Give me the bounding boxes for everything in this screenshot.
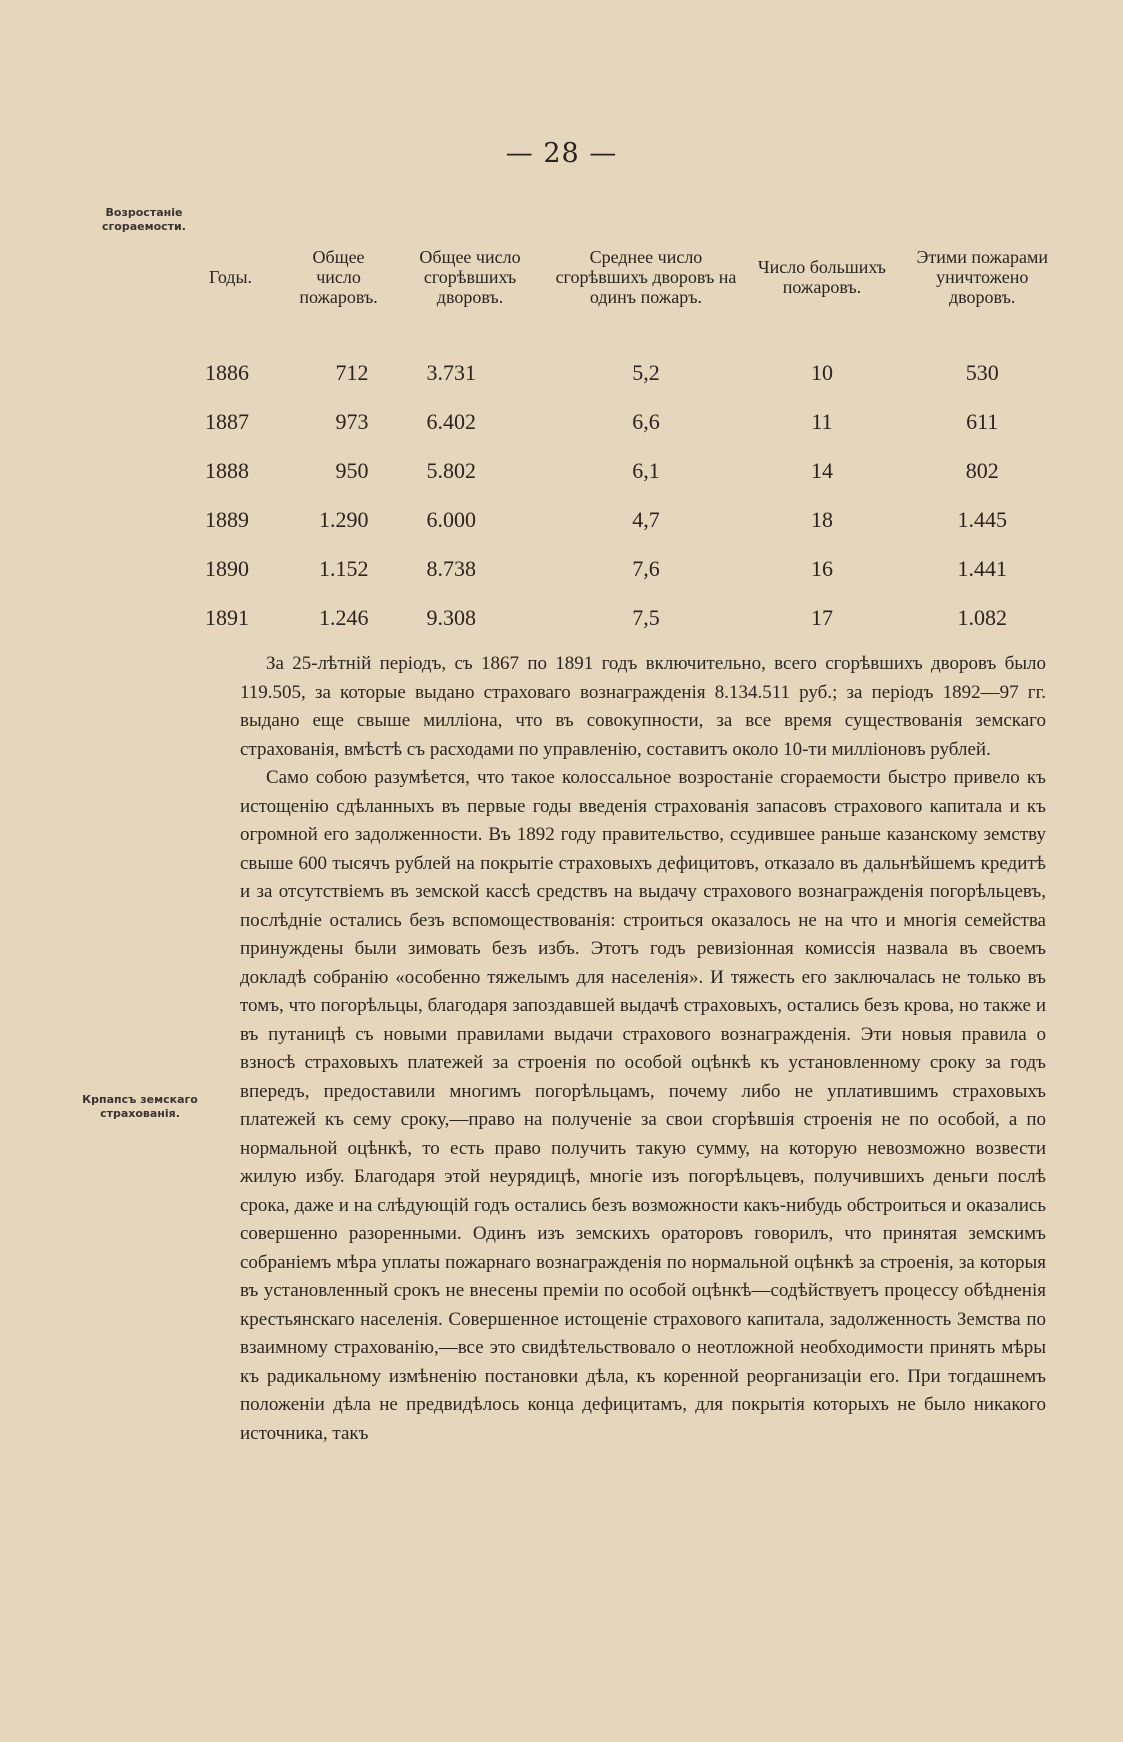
page-number: — 28 — (505, 138, 618, 169)
header-years: Годы. (209, 267, 253, 287)
cell-destroyed: 1.441 (957, 555, 1007, 581)
cell-burned-households: 9.308 (426, 604, 476, 630)
cell-large-fires: 14 (810, 457, 833, 483)
table-row (205, 446, 1065, 495)
table-row (205, 593, 1065, 642)
cell-destroyed: 1.445 (957, 506, 1007, 532)
table-row (205, 348, 1065, 397)
table-header-row (205, 206, 1065, 348)
cell-year: 1889 (205, 506, 249, 532)
cell-large-fires: 17 (810, 604, 833, 630)
cell-year: 1890 (205, 555, 249, 581)
cell-destroyed: 1.082 (957, 604, 1007, 630)
cell-burned-households: 5.802 (426, 457, 476, 483)
cell-year: 1886 (205, 359, 249, 385)
table-row (205, 495, 1065, 544)
cell-burned-households: 6.402 (426, 408, 476, 434)
cell-total-fires: 712 (335, 359, 369, 385)
cell-burned-households: 6.000 (426, 506, 476, 532)
cell-burned-households: 8.738 (426, 555, 476, 581)
cell-destroyed: 611 (966, 408, 999, 434)
cell-average: 6,1 (632, 457, 660, 483)
paragraph-period-summary: За 25-лѣтній періодъ, съ 1867 по 1891 годъ включительно, всего сгорѣвшихъ дворовъ было 119.505, за которые выдано страховаго вознагражденія 8.134.511 руб.; за періодъ 1892—97 гг. выдано еще свыше милліона, что въ совокупности, за все время существованія земскаго страхованія, вмѣстѣ съ расходами по управленію, составитъ около 10-ти милліоновъ рублей. (240, 653, 1046, 760)
cell-total-fires: 1.152 (319, 555, 369, 581)
cell-large-fires: 16 (810, 555, 833, 581)
cell-total-fires: 973 (335, 408, 369, 434)
cell-total-fires: 1.246 (319, 604, 369, 630)
header-average-per-fire: Среднее число сгорѣвшихъ дворовъ на одинъ пожаръ. (555, 247, 737, 307)
cell-year: 1888 (205, 457, 249, 483)
body-text (240, 650, 1046, 1448)
cell-burned-households: 3.731 (426, 359, 476, 385)
cell-average: 5,2 (632, 359, 660, 385)
cell-destroyed: 530 (965, 359, 999, 385)
header-large-fires: Число большихъ пожаровъ. (757, 257, 886, 297)
cell-year: 1891 (205, 604, 249, 630)
cell-large-fires: 18 (810, 506, 833, 532)
margin-note-insurance-crisis: Крпапсъ земскаго страхованія. (82, 1093, 198, 1120)
header-total-burned-households: Общее число сгорѣвшихъ дворовъ. (419, 247, 521, 307)
cell-total-fires: 1.290 (319, 506, 369, 532)
cell-average: 7,5 (632, 604, 660, 630)
header-total-fires: Общее число пожаровъ. (299, 247, 378, 307)
cell-destroyed: 802 (965, 457, 999, 483)
header-destroyed-by-large-fires: Этими пожарами уничтожено дворовъ. (916, 247, 1048, 307)
cell-average: 7,6 (632, 555, 660, 581)
paragraph-capital-exhaustion: Само собою разумѣется, что такое колоссальное возростаніе сгораемости быстро привело къ истощенію сдѣланныхъ въ первые годы введенія страхованія запасовъ страхового капитала и къ огромной его задолженности. Въ 1892 году правительство, ссудившее раньше казанскому земству свыше 600 тысячъ рублей на покрытіе страховыхъ дефицитовъ, отказало въ дальнѣйшемъ кредитѣ и за отсутствіемъ въ земской кассѣ средствъ на выдачу страхового вознагражденія погорѣльцевъ, послѣдніе остались безъ вспомоществованія: строиться оказалось не на что и многія семейства принуждены были зимовать безъ избъ. Этотъ годъ ревизіонная комиссія назвала въ своемъ докладѣ собранію «особенно тяжелымъ для населенія». И тяжесть его заключалась не только въ томъ, что погорѣльцы, благодаря запоздавшей выдачѣ страховыхъ, остались безъ крова, но также и въ путаницѣ съ новыми правилами выдачи страхового вознагражденія. Эти новыя правила о взносѣ страховыхъ платежей за строенія по особой оцѣнкѣ къ установленному сроку за годъ впередъ, предоставили многимъ погорѣльцамъ, почему либо не уплатившимъ страховыхъ платежей къ сему сроку,—право на полученіе за свои сгорѣвшія строенія не по особой, а по нормальной оцѣнкѣ, то есть право получить такую сумму, на которую невозможно возвести жилую избу. Благодаря этой неурядицѣ, многіе изъ погорѣльцевъ, получившихъ деньги послѣ срока, даже и на слѣдующій годъ остались безъ возможности какъ-нибудь обстроиться и оказались совершенно разоренными. Одинъ изъ земскихъ ораторовъ говорилъ, что принятая земскимъ собраніемъ мѣра уплаты пожарнаго вознагражденія по нормальной оцѣнкѣ за строенія, за которыя въ установленный срокъ не внесены преміи по особой оцѣнкѣ—содѣйствуетъ процессу обѣдненія крестьянскаго населенія. Совершенное истощеніе страхового капитала, задолженность Земства по взаимному страхованію,—все это свидѣтельствовало о неотложной необходимости принять мѣры къ радикальному измѣненію постановки дѣла, къ коренной реорганизаціи его. При тогдашнемъ положеніи дѣла не предвидѣлось конца дефицитамъ, для покрытія которыхъ не было никакого источника, такъ (240, 767, 1046, 1444)
table-row (205, 544, 1065, 593)
cell-large-fires: 11 (811, 408, 833, 434)
margin-note-growth-of-fires: Возростаніе сгораемости. (102, 206, 186, 233)
cell-average: 6,6 (632, 408, 660, 434)
cell-large-fires: 10 (810, 359, 833, 385)
cell-total-fires: 950 (335, 457, 369, 483)
cell-year: 1887 (205, 408, 249, 434)
table-row (205, 397, 1065, 446)
cell-average: 4,7 (632, 506, 660, 532)
fire-statistics-table (205, 206, 1065, 642)
